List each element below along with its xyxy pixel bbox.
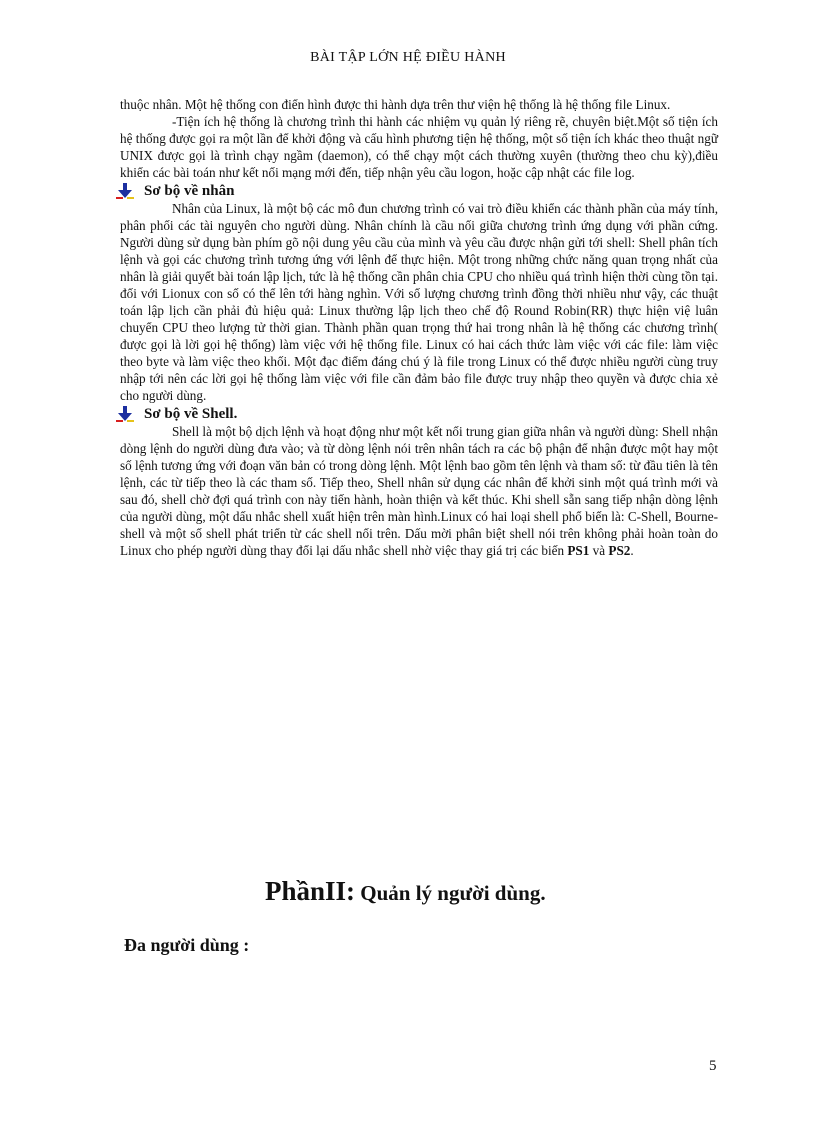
part-name: Quản lý người dùng. (355, 881, 546, 905)
heading-shell-label: Sơ bộ về Shell. (144, 406, 238, 422)
paragraph-utilities: -Tiện ích hệ thống là chương trình thi hành các nhiệm vụ quản lý riêng rẽ, chuyên biệt.Một số tiện ích hệ thống được gọi ra một lần để khởi động và cấu hình phương tiện hệ thống, một số tiện ích khác theo thuật ngữ UNIX được gọi là trình chạy ngầm (daemon), có thể chạy một cách thường xuyên (thường theo chu kỳ),điều khiển các bài toán như kết nối mạng mới đến, tiếp nhận yêu cầu logon, hoặc cập nhật các file log. (120, 114, 718, 180)
page-number: 5 (709, 1058, 717, 1074)
paragraph-shell (120, 423, 718, 559)
heading-kernel (115, 182, 718, 200)
var-ps1: PS1 (567, 543, 590, 558)
document-body (120, 96, 718, 559)
sentence-end: . (630, 543, 634, 558)
page-header: BÀI TẬP LỚN HỆ ĐIỀU HÀNH (310, 50, 506, 65)
arrow-down-bullet-icon (115, 183, 135, 199)
var-ps2: PS2 (608, 543, 631, 558)
part-number: PhầnII: (265, 876, 356, 906)
heading-kernel-label: Sơ bộ về nhân (144, 183, 235, 199)
subheading-multiuser: Đa người dùng : (124, 935, 250, 955)
paragraph-shell-text: Shell là một bộ dịch lệnh và hoạt động như một kết nối trung gian giữa nhân và người dùng: Shell nhận dòng lệnh do người dùng đưa vào; và từ dòng lệnh nói trên nhân tách ra các bộ phận để nhận được một hay một số lệnh tương ứng với đoạn văn bản có trong dòng lệnh. Một lệnh bao gồm tên lệnh và tham số: từ đầu tiên là tên lệnh, các từ tiếp theo là các tham số. Tiếp theo, Shell nhân sử dụng các nhân để khởi sinh một quá trình mới và sau đó, shell chờ đợi quá trình con này tiến hành, hoàn thiện và kết thúc. Khi shell sẵn sang tiếp nhận dòng lệnh của người dùng, một dấu nhắc shell xuất hiện trên màn hình.Linux có hai loại shell phổ biến là: C-Shell, Bourne-shell và một số shell phát triển từ các shell nối trên. Dấu mời phân biệt shell nói trên không phải hoàn toàn do Linux cho phép người dùng thay đổi lại dấu nhắc shell nhờ việc thay giá trị các biến (120, 424, 718, 558)
part-title (265, 876, 546, 907)
paragraph-kernel: Nhân của Linux, là một bộ các mô đun chương trình có vai trò điều khiển các thành phần của máy tính, phân phối các tài nguyên cho người dùng. Nhân chính là cầu nối giữa chương trình ứng dụng với phần cứng. Người dùng sử dụng bàn phím gõ nội dung yêu cầu của mình và yêu cầu được nhận gửi tới shell: Shell phân tích lệnh và gọi các chương trình tương ứng với lệnh để thực hiện. Một trong những chức năng quan trọng nhất của nhân là giải quyết bài toán lập lịch, tức là hệ thống cần phân chia CPU cho nhiều quá trình hiện thời cùng tồn tại. đối với Lionux con số có thể lên tới hàng nghìn. Với số lượng chương trình đồng thời nhiều như vậy, các thuật toán lập lịch cần phải đủ hiệu quả: Linux thường lập lịch theo chế độ Round Robin(RR) thực hiện việ luân chuyển CPU theo lượng tử thời gian. Thành phần quan trọng thứ hai trong nhân là hệ thống các chương trình( được gọi là lời gọi hệ thống) làm việc với hệ thống file. Linux có hai cách thức làm việc với các file: làm việc theo byte và làm việc theo khối. Một đạc điểm đáng chú ý là file trong Linux có thể được nhiều người cùng truy nhập tới nên các lời gọi hệ thống làm việc với file cần đảm bảo file được truy nhập theo quyền và được chia xẻ cho người dùng. (120, 201, 718, 403)
arrow-down-bullet-icon (115, 406, 135, 422)
heading-shell (115, 405, 718, 423)
paragraph-subsystem: thuộc nhân. Một hệ thống con điển hình được thi hành dựa trên thư viện hệ thống là hệ thống file Linux. (120, 97, 671, 112)
conjunction: và (589, 543, 609, 558)
